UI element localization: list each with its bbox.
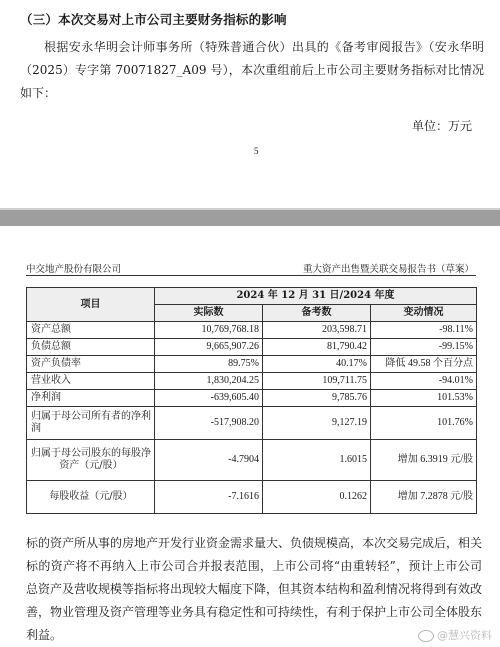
row-change: 101.76% bbox=[371, 407, 477, 440]
col-header-actual: 实际数 bbox=[155, 305, 263, 322]
row-change: 101.53% bbox=[371, 390, 477, 407]
table-row bbox=[27, 322, 477, 339]
row-change: 增加 7.2878 元/股 bbox=[371, 481, 477, 514]
col-header-change: 变动情况 bbox=[371, 305, 477, 322]
watermark bbox=[418, 627, 492, 643]
row-actual: -639,605.40 bbox=[155, 390, 263, 407]
row-item: 负债总额 bbox=[27, 339, 155, 356]
table-header-row bbox=[27, 288, 477, 305]
table-row bbox=[27, 356, 477, 373]
row-proforma: 1.6015 bbox=[263, 440, 371, 481]
row-item: 资产总额 bbox=[27, 322, 155, 339]
row-actual: 9,665,907.26 bbox=[155, 339, 263, 356]
row-proforma: 9,127.19 bbox=[263, 407, 371, 440]
col-header-proforma: 备考数 bbox=[263, 305, 371, 322]
table-row bbox=[27, 407, 477, 440]
row-proforma: 203,598.71 bbox=[263, 322, 371, 339]
row-actual: 10,769,768.18 bbox=[155, 322, 263, 339]
row-actual: 1,830,204.25 bbox=[155, 373, 263, 390]
weibo-logo-icon bbox=[418, 630, 434, 642]
conclusion-paragraph: 标的资产所从事的房地产开发行业资金需求量大、负债规模高，本次交易完成后，相关标的资产将不再纳入上市公司合并报表范围，上市公司将“由重转轻”，预计上市公司总资产及营收规模等指标将出现较大幅度下降，但其资本结构和盈利情况将得到有效改善，物业管理及资产管理等业务具有稳定性和可持续性，有利于保护上市公司全体股东利益。 bbox=[26, 536, 483, 642]
row-proforma: 9,785.76 bbox=[263, 390, 371, 407]
row-actual: -7.1616 bbox=[155, 481, 263, 514]
row-proforma: 40.17% bbox=[263, 356, 371, 373]
row-item: 营业收入 bbox=[27, 373, 155, 390]
row-item: 净利润 bbox=[27, 390, 155, 407]
table-row bbox=[27, 440, 477, 481]
financial-indicators-table bbox=[26, 287, 477, 514]
table-row bbox=[27, 481, 477, 514]
row-change: -99.15% bbox=[371, 339, 477, 356]
row-item: 资产负债率 bbox=[27, 356, 155, 373]
row-item: 归属于母公司股东的每股净资产（元/股） bbox=[27, 440, 155, 481]
header-rule bbox=[26, 275, 476, 276]
row-change: -98.11% bbox=[371, 322, 477, 339]
row-actual: -517,908.20 bbox=[155, 407, 263, 440]
row-proforma: 0.1262 bbox=[263, 481, 371, 514]
header-report-title: 重大资产出售暨关联交易报告书（草案） bbox=[302, 264, 474, 275]
col-header-item: 项目 bbox=[27, 288, 155, 322]
section-title: （三）本次交易对上市公司主要财务指标的影响 bbox=[20, 12, 287, 27]
intro-paragraph: 根据安永华明会计师事务所（特殊普通合伙）出具的《备考审阅报告》（安永华明（2025）专字第 70071827_A09 号），本次重组前后上市公司主要财务指标对比情况如下： bbox=[20, 40, 484, 100]
row-actual: 89.75% bbox=[155, 356, 263, 373]
watermark-text: @慧兴资料 bbox=[437, 629, 492, 642]
table-row bbox=[27, 373, 477, 390]
table-row bbox=[27, 390, 477, 407]
row-change: 降低 49.58 个百分点 bbox=[371, 356, 477, 373]
header-company: 中交地产股份有限公司 bbox=[26, 264, 122, 275]
row-actual: -4.7904 bbox=[155, 440, 263, 481]
col-header-period: 2024 年 12 月 31 日/2024 年度 bbox=[155, 288, 477, 305]
unit-label: 单位：万元 bbox=[411, 119, 472, 133]
row-item: 归属于母公司所有者的净利润 bbox=[27, 407, 155, 440]
row-change: -94.01% bbox=[371, 373, 477, 390]
table-row bbox=[27, 339, 477, 356]
row-proforma: 109,711.75 bbox=[263, 373, 371, 390]
row-item: 每股收益（元/股） bbox=[27, 481, 155, 514]
row-proforma: 81,790.42 bbox=[263, 339, 371, 356]
page-break-gap bbox=[0, 210, 500, 226]
row-change: 增加 6.3919 元/股 bbox=[371, 440, 477, 481]
page-number: 5 bbox=[254, 146, 259, 156]
